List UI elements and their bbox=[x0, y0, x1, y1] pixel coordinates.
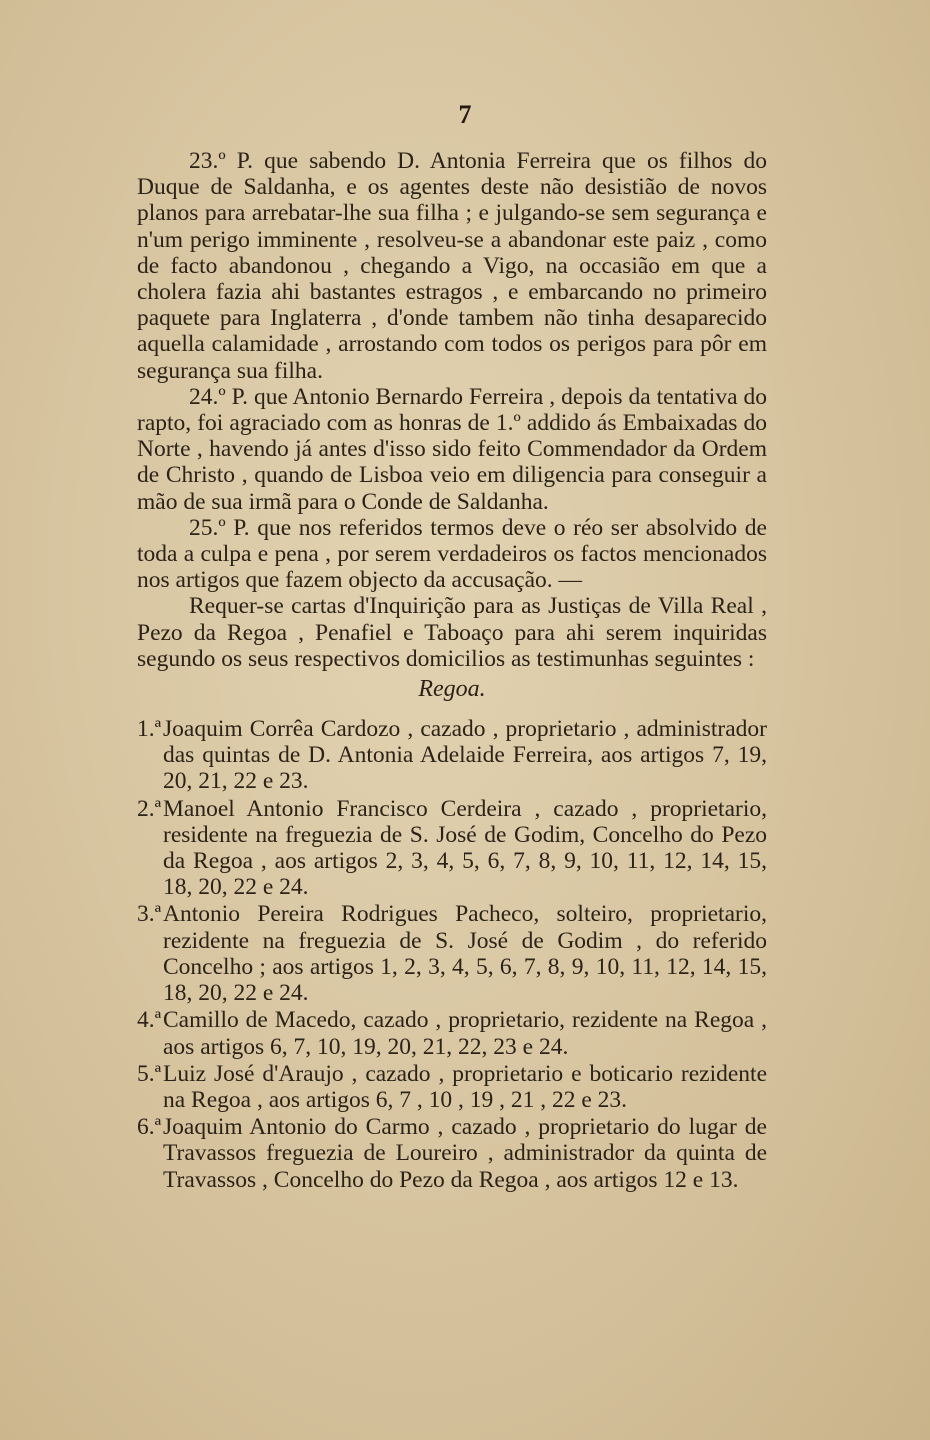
inquiry-request: Requer-se cartas d'Inquirição para as Justiças de Villa Real , Pezo da Regoa , Penafiel e Taboaço para ahi serem inquiridas segundo os seus respectivos domicilios as testimunhas seguintes : bbox=[137, 593, 767, 672]
witness-number: 5.ª bbox=[137, 1060, 162, 1087]
witness-number: 6.ª bbox=[137, 1114, 162, 1141]
witness-item bbox=[137, 1114, 767, 1193]
witness-item bbox=[137, 901, 767, 1006]
witness-number: 4.ª bbox=[137, 1007, 162, 1034]
article-24: 24.º P. que Antonio Bernardo Ferreira , depois da tentativa do rapto, foi agraciado com as honras de 1.º addido ás Embaixadas do Norte , havendo já antes d'isso sido feito Commendador da Ordem de Christo , quando de Lisboa veio em diligencia para conseguir a mão de sua irmã para o Conde de Saldanha. bbox=[137, 383, 767, 515]
page-number: 7 bbox=[458, 100, 472, 129]
text-block bbox=[137, 148, 767, 1194]
witness-number: 1.ª bbox=[137, 716, 162, 743]
witness-text: Joaquim Antonio do Carmo , cazado , proprietario do lugar de Travassos freguezia de Loureiro , administrador da quinta de Travassos , Concelho do Pezo da Regoa , aos artigos 12 e 13. bbox=[163, 1114, 767, 1193]
witness-item bbox=[137, 1061, 767, 1113]
witness-text: Manoel Antonio Francisco Cerdeira , cazado , proprietario, residente na freguezia de S. José de Godim, Concelho do Pezo da Regoa , aos artigos 2, 3, 4, 5, 6, 7, 8, 9, 10, 11, 12, 14, 15, 18, 20, 22 e 24. bbox=[163, 795, 767, 901]
witness-text: Joaquim Corrêa Cardozo , cazado , proprietario , administrador das quintas de D. Antonia Adelaide Ferreira, aos artigos 7, 19, 20, 21, 22 e 23. bbox=[163, 716, 767, 795]
witness-text: Antonio Pereira Rodrigues Pacheco, solteiro, proprietario, rezidente na freguezia de S. José de Godim , do referido Concelho ; aos artigos 1, 2, 3, 4, 5, 6, 7, 8, 9, 10, 11, 12, 14, 15, 18, 20, 22 e 24. bbox=[163, 901, 767, 1007]
witness-number: 2.ª bbox=[137, 795, 162, 822]
witness-item bbox=[137, 1007, 767, 1059]
witness-item bbox=[137, 716, 767, 795]
witness-number: 3.ª bbox=[137, 901, 162, 928]
section-heading: Regoa. bbox=[418, 676, 486, 703]
witness-item bbox=[137, 796, 767, 901]
article-23: 23.º P. que sabendo D. Antonia Ferreira que os filhos do Duque de Saldanha, e os agentes deste não desistião de novos planos para arrebatar-lhe sua filha ; e julgando-se sem segurança e n'um perigo imminente , resolveu-se a abandonar este paiz , como de facto abandonou , chegando a Vigo, na occasião em que a cholera fazia ahi bastantes estragos , e embarcando no primeiro paquete para Inglaterra , d'onde tambem não tinha desaparecido aquella calamidade , arrostando com todos os perigos para pôr em segurança sua filha. bbox=[137, 148, 767, 384]
article-25: 25.º P. que nos referidos termos deve o réo ser absolvido de toda a culpa e pena , por serem verdadeiros os factos mencionados nos artigos que fazem objecto da accusação. — bbox=[137, 514, 767, 594]
witness-text: Camillo de Macedo, cazado , proprietario, rezidente na Regoa , aos artigos 6, 7, 10, 19, 20, 21, 22, 23 e 24. bbox=[163, 1007, 767, 1060]
witness-text: Luiz José d'Araujo , cazado , proprietario e boticario rezidente na Regoa , aos artigos 6, 7 , 10 , 19 , 21 , 22 e 23. bbox=[163, 1060, 767, 1113]
